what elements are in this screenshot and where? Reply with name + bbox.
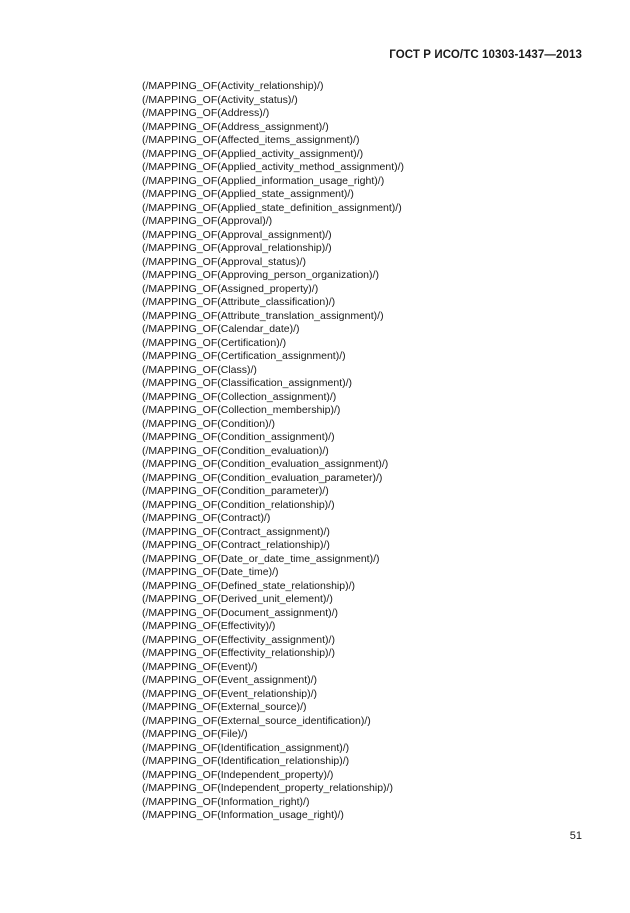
- mapping-line: (/MAPPING_OF(Document_assignment)/): [142, 606, 339, 619]
- mapping-line: (/MAPPING_OF(Certification)/): [142, 336, 287, 349]
- mapping-line: (/MAPPING_OF(Contract_assignment)/): [142, 525, 330, 538]
- mapping-line: (/MAPPING_OF(Identification_assignment)/): [142, 741, 350, 754]
- mapping-line: (/MAPPING_OF(Condition)/): [142, 417, 276, 430]
- mapping-line: (/MAPPING_OF(Independent_property)/): [142, 768, 334, 781]
- page-number: 51: [569, 830, 582, 842]
- mapping-line: (/MAPPING_OF(Event)/): [142, 660, 258, 673]
- mapping-list: [142, 80, 404, 823]
- mapping-line: (/MAPPING_OF(Attribute_translation_assignment)/): [142, 309, 384, 322]
- mapping-line: (/MAPPING_OF(Condition_assignment)/): [142, 431, 335, 443]
- mapping-line: (/MAPPING_OF(Classification_assignment)/): [142, 377, 353, 389]
- mapping-line: (/MAPPING_OF(Activity_relationship)/): [142, 80, 324, 92]
- mapping-line: (/MAPPING_OF(Effectivity_assignment)/): [142, 633, 335, 646]
- mapping-line: (/MAPPING_OF(Date_time)/): [142, 566, 279, 578]
- mapping-line: (/MAPPING_OF(Condition_evaluation_parameter)/): [142, 471, 383, 484]
- mapping-line: (/MAPPING_OF(External_source)/): [142, 701, 307, 713]
- mapping-line: (/MAPPING_OF(Attribute_classification)/): [142, 296, 336, 308]
- mapping-line: (/MAPPING_OF(Identification_relationship)/): [142, 755, 350, 767]
- mapping-line: (/MAPPING_OF(Independent_property_relationship)/): [142, 782, 393, 794]
- mapping-line: (/MAPPING_OF(Approving_person_organization)/): [142, 269, 379, 281]
- mapping-line: (/MAPPING_OF(Event_relationship)/): [142, 687, 318, 700]
- mapping-line: (/MAPPING_OF(Assigned_property)/): [142, 282, 319, 295]
- mapping-line: (/MAPPING_OF(Derived_unit_element)/): [142, 593, 333, 605]
- mapping-line: (/MAPPING_OF(Date_or_date_time_assignment)/): [142, 552, 380, 565]
- mapping-line: (/MAPPING_OF(Information_right)/): [142, 795, 310, 808]
- mapping-line: (/MAPPING_OF(Approval_status)/): [142, 255, 306, 268]
- mapping-line: (/MAPPING_OF(Condition_evaluation)/): [142, 444, 329, 457]
- mapping-line: (/MAPPING_OF(Class)/): [142, 363, 257, 376]
- mapping-line: (/MAPPING_OF(Contract_relationship)/): [142, 539, 330, 551]
- mapping-line: (/MAPPING_OF(Effectivity_relationship)/): [142, 647, 335, 659]
- mapping-line: (/MAPPING_OF(Address_assignment)/): [142, 120, 329, 133]
- mapping-line: (/MAPPING_OF(Applied_information_usage_right)/): [142, 174, 385, 187]
- mapping-line: (/MAPPING_OF(File)/): [142, 728, 248, 740]
- mapping-line: (/MAPPING_OF(Certification_assignment)/): [142, 350, 346, 362]
- mapping-line: (/MAPPING_OF(Collection_membership)/): [142, 404, 341, 416]
- mapping-line: (/MAPPING_OF(Effectivity)/): [142, 620, 276, 632]
- mapping-line: (/MAPPING_OF(Approval)/): [142, 215, 273, 227]
- mapping-line: (/MAPPING_OF(Applied_state_assignment)/): [142, 188, 354, 200]
- standard-header: ГОСТ Р ИСО/ТС 10303-1437—2013: [389, 49, 582, 61]
- mapping-line: (/MAPPING_OF(Activity_status)/): [142, 93, 298, 106]
- mapping-line: (/MAPPING_OF(Applied_activity_assignment)/): [142, 147, 364, 160]
- mapping-line: (/MAPPING_OF(External_source_identification)/): [142, 714, 371, 727]
- mapping-line: (/MAPPING_OF(Condition_relationship)/): [142, 498, 335, 511]
- mapping-line: (/MAPPING_OF(Applied_state_definition_assignment)/): [142, 201, 402, 214]
- mapping-line: (/MAPPING_OF(Approval_relationship)/): [142, 242, 332, 254]
- mapping-line: (/MAPPING_OF(Address)/): [142, 107, 270, 119]
- mapping-line: (/MAPPING_OF(Contract)/): [142, 512, 271, 524]
- mapping-line: (/MAPPING_OF(Calendar_date)/): [142, 323, 300, 335]
- mapping-line: (/MAPPING_OF(Approval_assignment)/): [142, 228, 332, 241]
- mapping-line: (/MAPPING_OF(Applied_activity_method_assignment)/): [142, 161, 405, 173]
- mapping-line: (/MAPPING_OF(Affected_items_assignment)/): [142, 134, 360, 146]
- mapping-line: (/MAPPING_OF(Condition_parameter)/): [142, 485, 329, 497]
- mapping-line: (/MAPPING_OF(Condition_evaluation_assignment)/): [142, 458, 389, 470]
- mapping-line: (/MAPPING_OF(Information_usage_right)/): [142, 809, 344, 821]
- mapping-line: (/MAPPING_OF(Event_assignment)/): [142, 674, 318, 686]
- mapping-line: (/MAPPING_OF(Defined_state_relationship)/): [142, 579, 355, 592]
- mapping-line: (/MAPPING_OF(Collection_assignment)/): [142, 390, 337, 403]
